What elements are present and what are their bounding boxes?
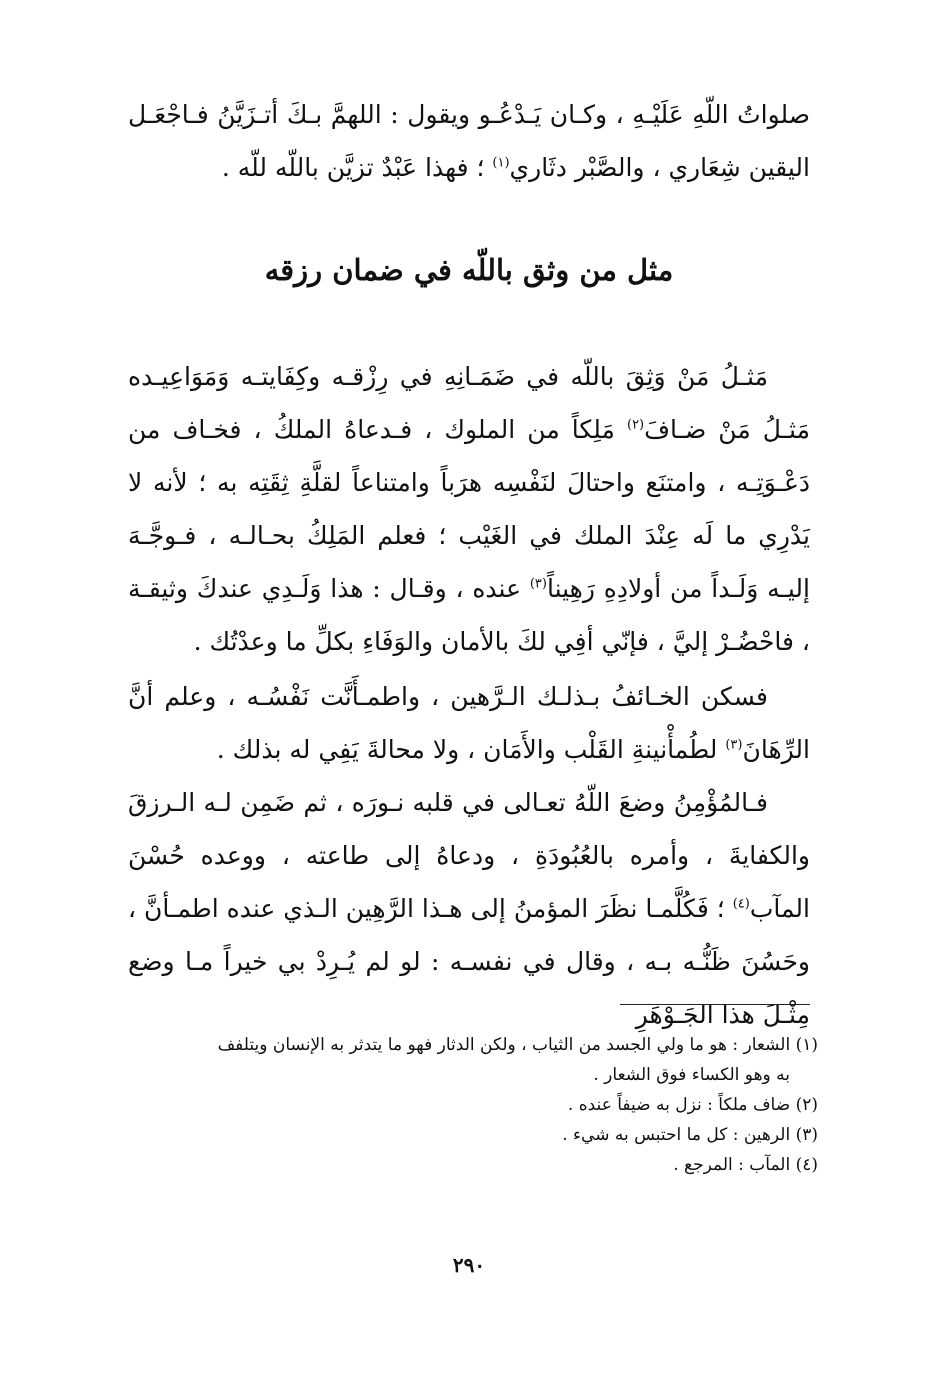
footnote-3: (٣) الرهين : كل ما احتبس به شيء . <box>562 1125 818 1145</box>
paragraph-2-text-2: لطُمأْنينةِ القَلْب والأَمَان ، ولا محالةَ يَفِي له بذلك . <box>216 735 726 764</box>
section-title: مثل من وثق باللّه في ضمان رزقه <box>264 253 674 287</box>
footnote-2: (٢) ضاف ملكاً : نزل به ضيفاً عنده . <box>567 1095 818 1115</box>
paragraph-1 <box>128 350 810 668</box>
intro-text-1: صلواتُ اللّهِ عَلَيْـهِ ، وكـان يَـدْعُـو ويقول : اللهمَّ بـكَ أتـزَيَّنُ فـاجْعَـل اليقين شِعَاري ، والصَّبْر دثَاري <box>128 100 810 182</box>
footnote-ref-3[interactable]: (٣) <box>529 576 547 592</box>
footnote-4: (٤) المآب : المرجع . <box>673 1155 818 1175</box>
paragraph-2 <box>128 670 810 776</box>
footnote-ref-2[interactable]: (٢) <box>626 417 645 433</box>
paragraph-1-text-3: عنده ، وقـال : هذا وَلَـدِي عندكَ وثيقـة ، فاحْضُـرْ إليَّ ، فإنّي أفِي لكَ بالأمان والوَفَاءِ بكلِّ ما وعدْتُك . <box>128 574 810 656</box>
paragraph-2-text-1: فسكن الخـائفُ بـذلـك الـرَّهين ، واطمـأَنَّت نَفْسُـه ، وعلم أنَّ الرِّهَانَ <box>128 682 810 764</box>
footnote-ref-3b[interactable]: (٣) <box>725 737 743 753</box>
footnote-1-line-2: به وهو الكساء فوق الشعار . <box>593 1065 790 1085</box>
paragraph-3 <box>128 776 810 1041</box>
paragraph-1-text-1: مَثـلُ مَنْ وَثِقَ باللّه في ضَمَـانِهِ في رِزْقـه وكِفَايتـه وَمَوَاعِيـده مَثـلُ مَنْ ضـافَ <box>128 362 810 444</box>
page-number: ٢٩٠ <box>452 1253 486 1277</box>
footnote-divider <box>620 1004 810 1005</box>
paragraph-1-text-2: مَلِكاً من الملوك ، فـدعاهُ الملكُ ، فخـاف من دَعْـوَتِـه ، وامتنَع واحتالَ لنَفْسِه هرَباً وامتناعاً لقلَّةِ ثِقَتِه به ؛ لأنه لا يَدْرِي ما لَه عِنْدَ الملك في الغَيْب ؛ فعلم المَلِكُ بحـالـه ، فـوجَّـهَ إليـه وَلَـداً من أولادِهِ رَهِيناً <box>128 415 810 603</box>
paragraph-3-text-1: فـالمُؤْمِنُ وضعَ اللّهُ تعـالى في قلبه نـورَه ، ثم ضَمِن لـه الـرزقَ والكفايةَ ، وأمره بالعُبُودَةِ ، ودعاهُ إلى طاعته ، ووعده حُسْنَ المآب <box>128 788 810 923</box>
footnote-ref-4[interactable]: (٤) <box>732 896 750 912</box>
paragraph-3-text-2: ؛ فَكُلَّمـا نظَرَ المؤمنُ إلى هـذا الرَّهِين الـذي عنده اطمـأنَّ ، وحَسُنَ ظَنُّـه بـه ، وقال في نفسـه : لو لم يُـرِدْ بي خيراً مـا وضع مِثْـلَ هذا الجَـوْهَرِ <box>128 894 810 1029</box>
footnote-1 <box>128 1030 818 1090</box>
footnote-ref-1[interactable]: (١) <box>492 155 510 171</box>
footnotes-list <box>128 1030 818 1180</box>
intro-text-2: ؛ فهذا عَبْدٌ تزيَّن باللّه للّه . <box>221 153 493 182</box>
footnote-1-line-1: (١) الشعار : هو ما ولي الجسد من الثياب ، ولكن الدثار فهو ما يتدثر به الإنسان ويتلفف <box>217 1035 818 1055</box>
intro-paragraph <box>128 88 810 194</box>
